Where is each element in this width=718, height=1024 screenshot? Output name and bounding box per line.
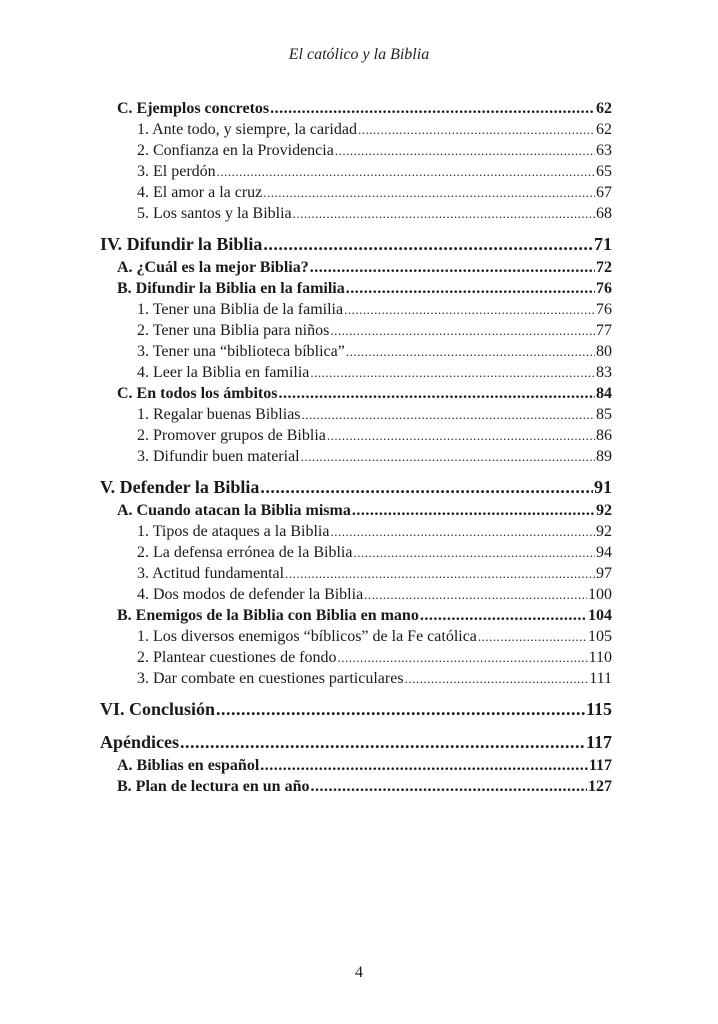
toc-entry-page: 100	[588, 586, 612, 603]
dot-leader	[260, 755, 588, 776]
toc-entry-title: 2. Plantear cuestiones de fondo	[137, 649, 337, 666]
toc-entry	[100, 140, 612, 161]
toc-entry-title: 3. Dar combate en cuestiones particulares	[137, 670, 404, 687]
toc-entry-title: 2. La defensa errónea de la Biblia	[137, 544, 353, 561]
toc-entry-page: 72	[596, 259, 612, 276]
toc-entry-page: 91	[594, 477, 612, 497]
toc-entry-page: 117	[588, 757, 612, 774]
dot-leader	[217, 161, 595, 182]
toc-entry	[100, 278, 612, 299]
toc-entry-page: 80	[596, 343, 612, 360]
dot-leader	[285, 563, 595, 584]
toc-entry	[100, 257, 612, 278]
toc-entry-title: 2. Tener una Biblia para niños	[137, 322, 330, 339]
toc-entry-page: 67	[596, 184, 612, 201]
dot-leader	[364, 584, 587, 605]
dot-leader	[216, 697, 585, 722]
toc-entry-title: A. ¿Cuál es la mejor Biblia?	[117, 259, 309, 276]
dot-leader	[302, 404, 595, 425]
toc-entry-page: 76	[596, 280, 612, 297]
dot-leader	[344, 299, 595, 320]
toc-entry-page: 83	[596, 364, 612, 381]
toc-entry-title: C. En todos los ámbitos	[117, 385, 278, 402]
toc-entry-page: 127	[588, 778, 612, 795]
toc-entry	[100, 320, 612, 341]
toc-entry	[100, 500, 612, 521]
toc-entry-page: 62	[596, 121, 612, 138]
dot-leader	[338, 647, 588, 668]
toc-entry-page: 68	[596, 205, 612, 222]
running-header: El católico y la Biblia	[288, 46, 430, 63]
toc-entry-page: 117	[585, 732, 612, 752]
toc-entry	[100, 119, 612, 140]
toc-entry	[100, 299, 612, 320]
toc-entry-page: 76	[596, 301, 612, 318]
toc-entry-page: 85	[596, 406, 612, 423]
toc-entry-title: 3. Difundir buen material	[137, 448, 300, 465]
toc-entry-title: B. Difundir la Biblia en la familia	[117, 280, 345, 297]
toc-entry-page: 104	[588, 607, 612, 624]
dot-leader	[335, 140, 595, 161]
toc-entry-title: 1. Tipos de ataques a la Biblia	[137, 523, 330, 540]
toc-entry	[100, 668, 612, 689]
toc-entry-title: 1. Regalar buenas Biblias	[137, 406, 301, 423]
toc-entry-title: B. Enemigos de la Biblia con Biblia en mano	[117, 607, 419, 624]
toc-entry	[100, 203, 612, 224]
toc-entry	[100, 425, 612, 446]
toc-entry-title: VI. Conclusión	[100, 699, 216, 719]
dot-leader	[301, 446, 595, 467]
toc-entry-page: 92	[596, 523, 612, 540]
dot-leader	[260, 475, 593, 500]
toc-entry-title: IV. Difundir la Biblia	[100, 234, 263, 254]
toc-entry	[100, 98, 612, 119]
toc-entry-page: 110	[588, 649, 612, 666]
toc-entry-title: B. Plan de lectura en un año	[117, 778, 310, 795]
toc-entry	[100, 776, 612, 797]
toc-entry	[100, 730, 612, 755]
toc-entry-title: 2. Confianza en la Providencia	[137, 142, 334, 159]
toc-entry-title: Apéndices	[100, 732, 180, 752]
toc-entry-title: 1. Los diversos enemigos “bíblicos” de la Fe católica	[137, 628, 477, 645]
dot-leader	[310, 362, 595, 383]
dot-leader	[180, 730, 585, 755]
dot-leader	[352, 500, 595, 521]
dot-leader	[310, 257, 595, 278]
dot-leader	[263, 182, 595, 203]
toc-entry-title: 1. Ante todo, y siempre, la caridad	[137, 121, 357, 138]
toc-entry	[100, 521, 612, 542]
toc-entry-title: 4. El amor a la cruz	[137, 184, 263, 201]
toc-entry-page: 71	[594, 234, 612, 254]
toc-entry-title: V. Defender la Biblia	[100, 477, 260, 497]
toc-entry	[100, 605, 612, 626]
toc-entry-title: 3. El perdón	[137, 163, 216, 180]
toc-entry-title: 3. Tener una “biblioteca bíblica”	[137, 343, 345, 360]
toc-entry	[100, 362, 612, 383]
dot-leader	[293, 203, 595, 224]
toc-entry	[100, 563, 612, 584]
toc-entry-page: 105	[588, 628, 612, 645]
toc-entry-page: 62	[596, 100, 612, 117]
dot-leader	[310, 776, 587, 797]
page-number: 4	[355, 964, 363, 981]
toc-entry-page: 115	[585, 699, 612, 719]
dot-leader	[358, 119, 595, 140]
toc-entry	[100, 341, 612, 362]
toc-entry-title: C. Ejemplos concretos	[117, 100, 270, 117]
toc-entry	[100, 161, 612, 182]
toc-entry-title: 5. Los santos y la Biblia	[137, 205, 292, 222]
dot-leader	[270, 98, 595, 119]
toc-entry-page: 84	[596, 385, 612, 402]
dot-leader	[327, 425, 595, 446]
toc-entry-title: A. Biblias en español	[117, 757, 260, 774]
toc-entry-page: 89	[596, 448, 612, 465]
toc-entry-page: 65	[596, 163, 612, 180]
toc-entry	[100, 446, 612, 467]
toc-entry-title: A. Cuando atacan la Biblia misma	[117, 502, 351, 519]
dot-leader	[263, 232, 593, 257]
toc-entry	[100, 475, 612, 500]
toc-entry-page: 94	[596, 544, 612, 561]
dot-leader	[478, 626, 587, 647]
toc-entry-page: 86	[596, 427, 612, 444]
dot-leader	[330, 521, 595, 542]
toc-entry-title: 4. Dos modos de defender la Biblia	[137, 586, 364, 603]
toc-entry-title: 2. Promover grupos de Biblia	[137, 427, 326, 444]
toc-entry-page: 63	[596, 142, 612, 159]
toc-entry	[100, 697, 612, 722]
toc-entry-title: 3. Actitud fundamental	[137, 565, 285, 582]
toc-entry	[100, 584, 612, 605]
dot-leader	[278, 383, 595, 404]
toc-entry	[100, 383, 612, 404]
dot-leader	[346, 341, 595, 362]
toc-entry	[100, 626, 612, 647]
toc-entry	[100, 404, 612, 425]
toc-entry-page: 92	[596, 502, 612, 519]
table-of-contents	[100, 98, 612, 797]
toc-entry	[100, 232, 612, 257]
toc-entry	[100, 182, 612, 203]
dot-leader	[420, 605, 587, 626]
dot-leader	[405, 668, 589, 689]
toc-entry	[100, 542, 612, 563]
toc-entry-page: 111	[589, 670, 612, 687]
toc-entry	[100, 755, 612, 776]
toc-entry-title: 1. Tener una Biblia de la familia	[137, 301, 344, 318]
toc-entry-page: 97	[596, 565, 612, 582]
toc-entry-title: 4. Leer la Biblia en familia	[137, 364, 310, 381]
dot-leader	[353, 542, 595, 563]
dot-leader	[346, 278, 595, 299]
toc-entry	[100, 647, 612, 668]
toc-entry-page: 77	[596, 322, 612, 339]
dot-leader	[330, 320, 595, 341]
